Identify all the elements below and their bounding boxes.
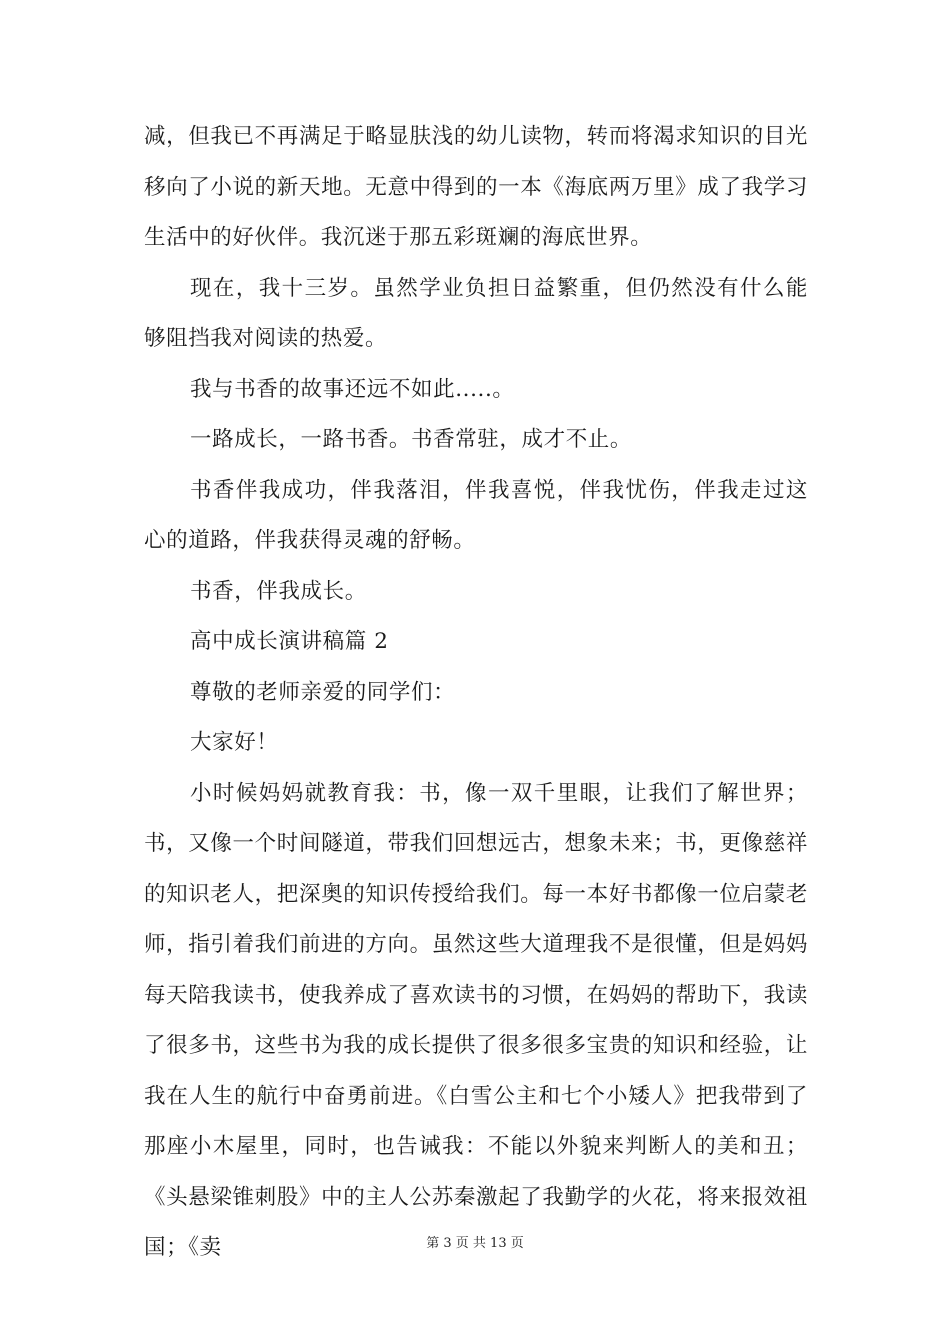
paragraph: 一路成长，一路书香。书香常驻，成才不止。 bbox=[190, 427, 633, 452]
greeting: 大家好！ bbox=[190, 730, 279, 755]
page-number-footer: 第 3 页 共 13 页 bbox=[426, 1236, 524, 1251]
paragraph: 减，但我已不再满足于略显肤浅的幼儿读物，转而将渴求知识的目光移向了小说的新天地。无意中得到的一本《海底两万里》成了我学习生活中的好伙伴。我沉迷于那五彩斑斓的海底世界。 bbox=[144, 124, 808, 250]
paragraph: 我与书香的故事还远不如此.....。 bbox=[190, 376, 515, 402]
document-body bbox=[144, 112, 808, 1274]
paragraph: 现在，我十三岁。虽然学业负担日益繁重，但仍然没有什么能够阻挡我对阅读的热爱。 bbox=[144, 275, 808, 351]
paragraph: 小时候妈妈就教育我：书，像一双千里眼，让我们了解世界；书，又像一个时间隧道，带我们回想远古，想象未来；书，更像慈祥的知识老人，把深奥的知识传授给我们。每一本好书都像一位启蒙老师，指引着我们前进的方向。虽然这些大道理我不是很懂，但是妈妈每天陪我读书，使我养成了喜欢读书的习惯，在妈妈的帮助下，我读了很多书，这些书为我的成长提供了很多很多宝贵的知识和经验，让我在人生的航行中奋勇前进。《白雪公主和七个小矮人》把我带到了那座小木屋里，同时，也告诫我：不能以外貌来判断人的美和丑；《头悬梁锥刺股》中的主人公苏秦激起了我勤学的火花，将来报效祖国；《卖 bbox=[144, 780, 808, 1260]
paragraph: 书香，伴我成长。 bbox=[190, 578, 367, 604]
paragraph: 书香伴我成功，伴我落泪，伴我喜悦，伴我忧伤，伴我走过这心的道路，伴我获得灵魂的舒畅。 bbox=[144, 477, 808, 553]
salutation: 尊敬的老师亲爱的同学们： bbox=[190, 679, 456, 705]
section-heading: 高中成长演讲稿篇 2 bbox=[190, 629, 389, 654]
